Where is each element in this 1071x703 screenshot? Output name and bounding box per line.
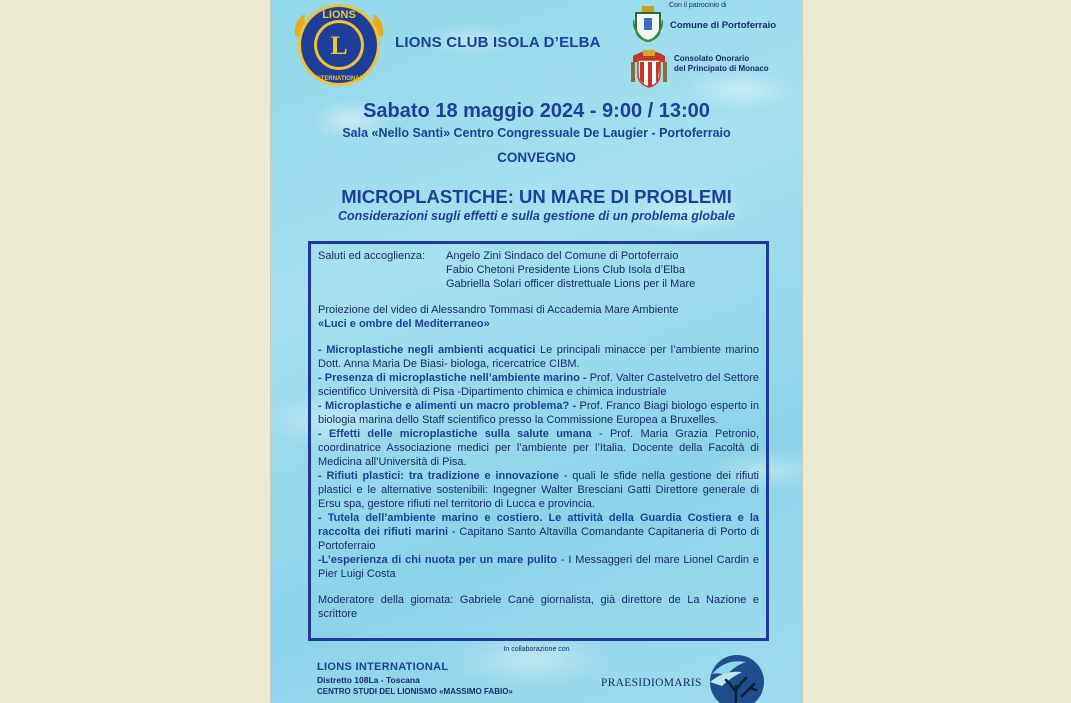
talk-title: - Microplastiche e alimenti un macro problema? -	[318, 400, 577, 412]
talk-title: - Microplastiche negli ambienti acquatici	[318, 344, 536, 356]
talk-item	[318, 553, 759, 581]
collaboration-label: In collaborazione con	[503, 646, 570, 653]
greetings-label: Saluti ed accoglienza:	[318, 250, 426, 262]
event-venue: Sala «Nello Santi» Centro Congressuale De Laugier - Portoferraio	[342, 126, 731, 140]
moderator: Moderatore della giornata: Gabriele Canè giornalista, già direttore de La Nazione e scrittore	[318, 594, 759, 620]
talk-item	[318, 371, 759, 399]
consolato-monaco	[674, 54, 769, 74]
program-box	[308, 241, 769, 641]
talk-title: - Rifiuti plastici: tra tradizione e innovazione	[318, 470, 559, 482]
talk-text: Prof. Valter Castelvetro del Settore scientifico Università di Pisa -Dipartimento chimica e chimica industriale	[318, 372, 759, 398]
lions-logo-letter: L	[330, 31, 348, 60]
video-title: «Luci e ombre del Mediterraneo»	[318, 318, 490, 330]
greeting-item: Angelo Zini Sindaco del Comune di Portoferraio	[446, 250, 679, 262]
talk-item	[318, 427, 759, 469]
lions-logo-bottom-text: INTERNATIONAL	[314, 76, 364, 82]
talk-item	[318, 399, 759, 427]
greetings-list	[446, 249, 695, 291]
club-name: LIONS CLUB ISOLA D’ELBA	[395, 34, 601, 51]
talk-text: - Prof. Maria Grazia Petronio, coordinatrice Associazione medici per l’ambiente per l’Italia. Docente della Facoltà di Medicina all’Università di Pisa.	[318, 428, 760, 468]
consolato-line-1: Consolato Onorario	[674, 54, 750, 63]
talk-text: Le principali minacce per l’ambiente marino Dott. Anna Maria De Biasi- biologa, ricercatrice CIBM.	[318, 344, 759, 370]
event-poster	[271, 0, 802, 703]
patronage-label: Con il patrocinio di	[669, 2, 727, 9]
lions-logo	[291, 0, 387, 90]
event-subtitle: Considerazioni sugli effetti e sulla gestione di un problema globale	[337, 209, 736, 223]
event-title: MICROPLASTICHE: UN MARE DI PROBLEMI	[341, 186, 732, 207]
talk-text: - quali le sfide nella gestione dei rifiuti plastici e le alternative sostenibili: Ingegner Walter Bresciani Gatti Direttore generale di Ersu spa, gestore rifiuti nel territorio di Lucca e provincia.	[318, 470, 759, 510]
talk-item	[318, 469, 759, 511]
talk-text: - Capitano Santo Altavilla Comandante Capitaneria di Porto di Portoferraio	[318, 526, 759, 552]
talk-item	[318, 343, 759, 371]
poster-right-edge	[802, 0, 803, 703]
talk-title: -L’esperienza di chi nuota per un mare pulito	[318, 554, 558, 566]
video-intro: Proiezione del video di Alessandro Tommasi di Accademia Mare Ambiente	[318, 304, 679, 316]
talk-title: - Presenza di microplastiche nell’ambiente marino -	[318, 372, 587, 384]
comune-crest-icon	[633, 6, 663, 42]
praesidiomaris-name: PRAESIDIOMARIS	[601, 677, 702, 689]
talk-text: - I Messaggeri del mare Lionel Cardin e Pier Luigi Costa	[318, 554, 760, 580]
monaco-crest-icon	[631, 48, 667, 88]
district: Distretto 108La - Toscana	[317, 675, 420, 685]
talk-item	[318, 511, 759, 553]
consolato-line-2: del Principato di Monaco	[674, 64, 769, 73]
lions-international: LIONS INTERNATIONAL	[317, 661, 449, 673]
greeting-item: Fabio Chetoni Presidente Lions Club Isola d’Elba	[446, 264, 686, 276]
lions-logo-text: LIONS	[322, 9, 356, 21]
talk-title: - Effetti delle microplastiche sulla salute umana	[318, 428, 592, 440]
greeting-item: Gabriella Solari officer distrettuale Lions per il Mare	[446, 278, 696, 290]
centro-studi: CENTRO STUDI DEL LIONISMO «MASSIMO FABIO»	[317, 687, 513, 696]
event-type: CONVEGNO	[497, 150, 576, 165]
event-date-time: Sabato 18 maggio 2024 - 9:00 / 13:00	[363, 100, 710, 122]
talk-text: Prof. Franco Biagi biologo esperto in biologia marina dello Staff scientifico presso la Commissione Europea a Bruxelles.	[318, 400, 759, 426]
greetings-section	[318, 249, 759, 291]
comune-name: Comune di Portoferraio	[670, 20, 777, 31]
praesidiomaris-logo-icon	[706, 652, 768, 703]
talk-title: - Tutela dell’ambiente marino e costiero. Le attività della Guardia Costiera e la raccolta dei rifiuti marini	[318, 512, 759, 538]
